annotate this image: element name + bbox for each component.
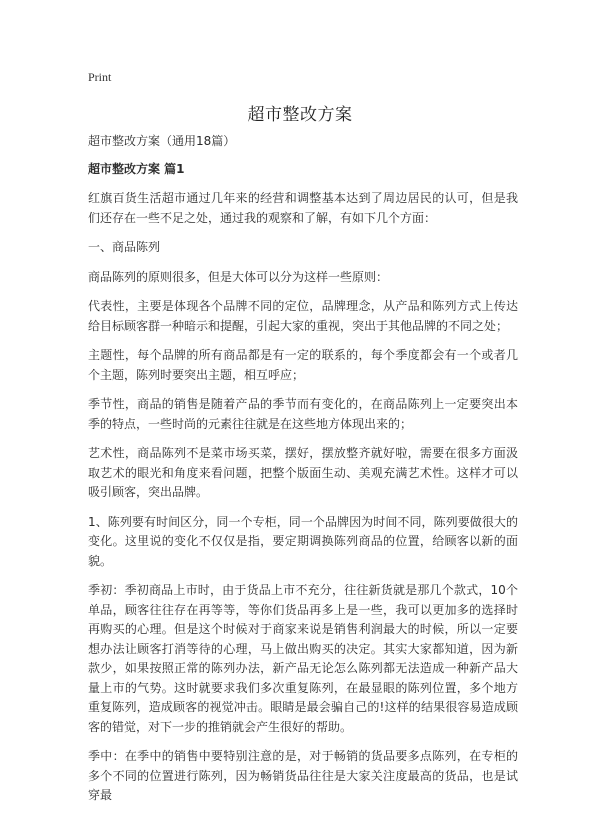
paragraph: 一、商品陈列 — [88, 240, 161, 254]
paragraph: 季节性，商品的销售是随着产品的季节而有变化的，在商品陈列上一定要突出本季的特点，一些时尚的元素往往就是在这些地方体现出来的； — [88, 397, 518, 431]
print-label[interactable]: Print — [88, 70, 112, 84]
document-subtitle: 超市整改方案（通用18篇） — [88, 134, 236, 148]
paragraph: 1、陈列要有时间区分，同一个专柜，同一个品牌因为时间不同，陈列要做很大的变化。这里说的变化不仅仅是指，要定期调换陈列商品的位置，给顾客以新的面貌。 — [88, 514, 518, 568]
paragraph: 商品陈列的原则很多，但是大体可以分为这样一些原则： — [88, 269, 389, 284]
paragraph: 季中：在季中的销售中要特别注意的是，对于畅销的货品要多点陈列，在专柜的多个不同的位置进行陈列，因为畅销货品往往是大家关注度最高的货品，也是试穿最 — [88, 749, 518, 802]
paragraph: 季初：季初商品上市时，由于货品上市不充分，往往新货就是那几个款式，10个单品，顾客往往存在再等等，等你们货品再多上是一些，我可以更加多的选择时再购买的心理。但是这个时候对于商家来说是销售利润最大的时候，所以一定要想办法让顾客打消等待的心理，马上做出购买的决定。其实大家都知道，因为新款少，如果按照正常的陈列办法，新产品无论怎么陈列都无法造成一种新产品大量上市的气势。这时就要求我们多次重复陈列，在最显眼的陈列位置，多个地方重复陈列，造成顾客的视觉冲击。眼睛是最会骗自己的!这样的结果很容易造成顾客的错觉，对下一步的推销就会产生很好的帮助。 — [88, 583, 518, 734]
document-body — [88, 132, 518, 816]
paragraph: 红旗百货生活超市通过几年来的经营和调整基本达到了周边居民的认可，但是我们还存在一些不足之处，通过我的观察和了解，有如下几个方面： — [88, 191, 518, 225]
paragraph: 艺术性，商品陈列不是菜市场买菜，摆好，摆放整齐就好啦，需要在很多方面汲取艺术的眼光和角度来看问题，把整个版面生动、美观充满艺术性。这样才可以吸引顾客，突出品牌。 — [88, 446, 518, 499]
paragraph: 代表性，主要是体现各个品牌不同的定位，品牌理念，从产品和陈列方式上传达给目标顾客群一种暗示和提醒，引起大家的重视，突出于其他品牌的不同之处； — [88, 299, 518, 333]
section-heading: 超市整改方案 篇1 — [88, 161, 185, 176]
paragraph: 主题性，每个品牌的所有商品都是有一定的联系的，每个季度都会有一个或者几个主题，陈列时要突出主题，相互呼应； — [88, 348, 518, 382]
document-title: 超市整改方案 — [247, 105, 353, 125]
